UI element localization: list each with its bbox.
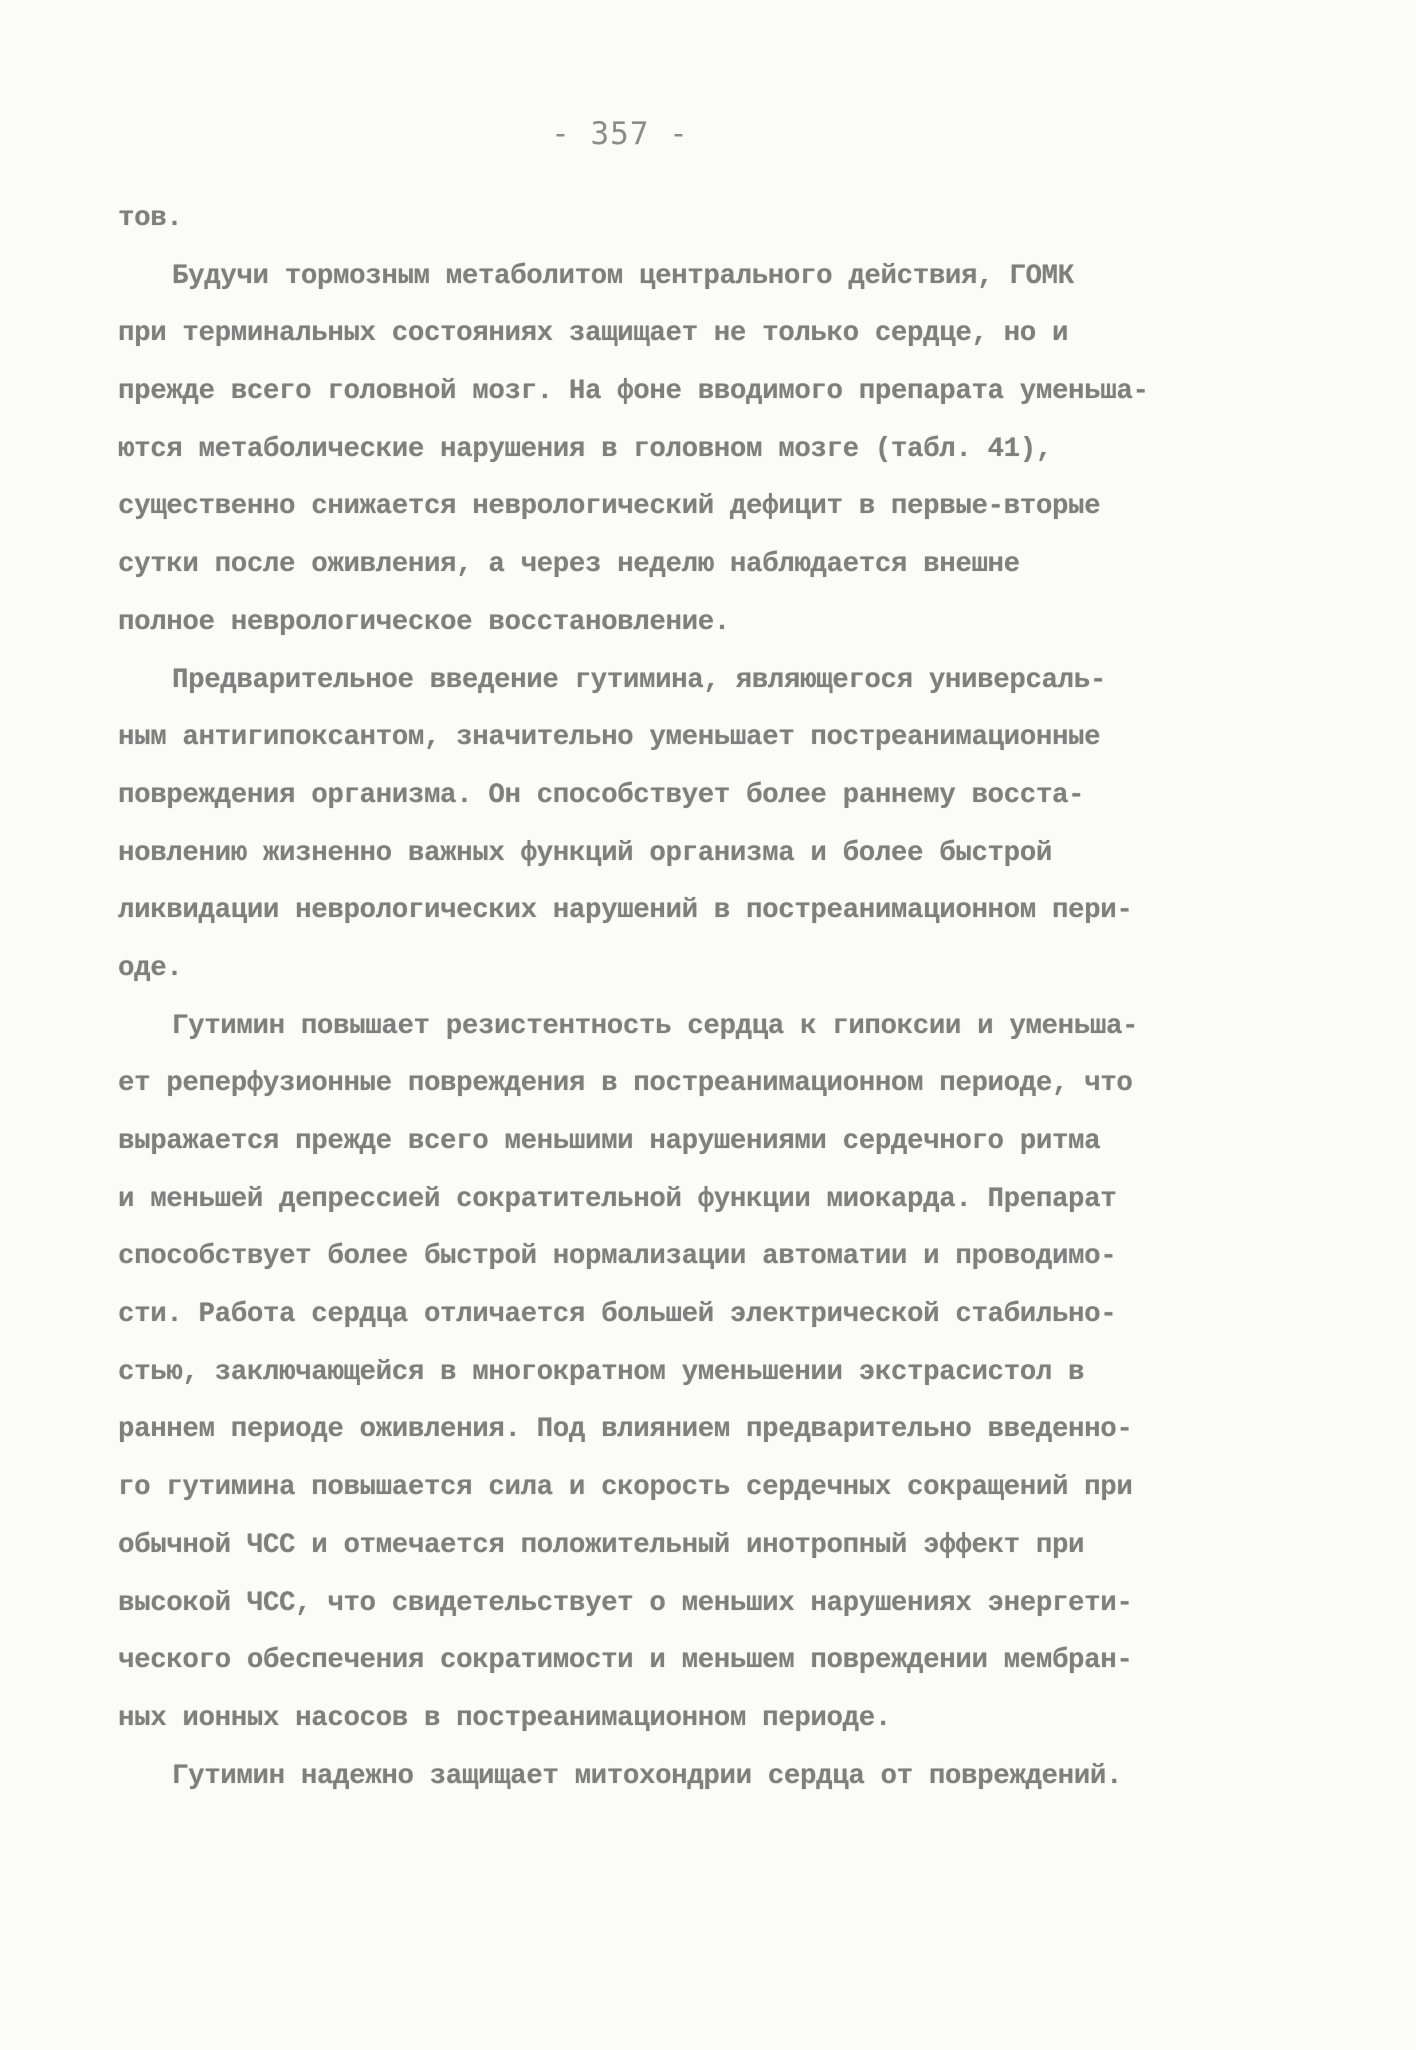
text-line: новлению жизненно важных функций организма и более быстрой bbox=[118, 837, 1052, 869]
paragraph-continuation bbox=[118, 190, 1268, 248]
text-line: Гутимин надежно защищает митохондрии сердца от повреждений. bbox=[172, 1760, 1123, 1792]
text-line: ликвидации неврологических нарушений в постреанимационном пери- bbox=[118, 895, 1133, 927]
text-line: ным антигипоксантом, значительно уменьшает постреанимационные bbox=[118, 722, 1101, 754]
text-line: сти. Работа сердца отличается большей электрической стабильно- bbox=[118, 1299, 1117, 1331]
text-line: ются метаболические нарушения в головном мозге (табл. 41), bbox=[118, 433, 1052, 465]
text-line: Гутимин повышает резистентность сердца к гипоксии и уменьша- bbox=[172, 1010, 1139, 1042]
text-line: существенно снижается неврологический дефицит в первые-вторые bbox=[118, 491, 1101, 523]
text-line: Предварительное введение гутимина, являющегося универсаль- bbox=[172, 664, 1106, 696]
text-line: повреждения организма. Он способствует более раннему восста- bbox=[118, 779, 1085, 811]
text-line: и меньшей депрессией сократительной функции миокарда. Препарат bbox=[118, 1183, 1117, 1215]
text-line: обычной ЧСС и отмечается положительный инотропный эффект при bbox=[118, 1529, 1085, 1561]
text-line: способствует более быстрой нормализации автоматии и проводимо- bbox=[118, 1241, 1117, 1273]
paragraph-gomk bbox=[118, 248, 1268, 652]
text-line: Будучи тормозным метаболитом центрального действия, ГОМК bbox=[172, 260, 1074, 292]
text-line: тов. bbox=[118, 203, 183, 234]
text-line: го гутимина повышается сила и скорость сердечных сокращений при bbox=[118, 1472, 1133, 1504]
text-line: сутки после оживления, а через неделю наблюдается внешне bbox=[118, 549, 1020, 581]
text-line: ет реперфузионные повреждения в постреанимационном периоде, что bbox=[118, 1068, 1133, 1100]
text-line: оде. bbox=[118, 952, 183, 984]
paragraph-gutimin-pretreatment bbox=[118, 652, 1268, 998]
text-line: раннем периоде оживления. Под влиянием предварительно введенно- bbox=[118, 1414, 1133, 1446]
text-line: прежде всего головной мозг. На фоне вводимого препарата уменьша- bbox=[118, 376, 1149, 408]
text-line: при терминальных состояниях защищает не только сердце, но и bbox=[118, 318, 1069, 350]
text-line: ных ионных насосов в постреанимационном периоде. bbox=[118, 1702, 891, 1734]
page-number: - 357 - bbox=[551, 116, 689, 152]
text-line: стью, заключающейся в многократном уменьшении экстрасистол в bbox=[118, 1356, 1085, 1388]
text-line: ческого обеспечения сократимости и меньшем повреждении мембран- bbox=[118, 1645, 1133, 1677]
paragraph-mitochondria bbox=[118, 1748, 1268, 1806]
body-text bbox=[118, 190, 1268, 1805]
text-line: полное неврологическое восстановление. bbox=[118, 606, 730, 638]
paragraph-gutimin-heart bbox=[118, 998, 1268, 1748]
text-line: выражается прежде всего меньшими нарушениями сердечного ритма bbox=[118, 1126, 1101, 1157]
text-line: высокой ЧСС, что свидетельствует о меньших нарушениях энергети- bbox=[118, 1587, 1133, 1619]
